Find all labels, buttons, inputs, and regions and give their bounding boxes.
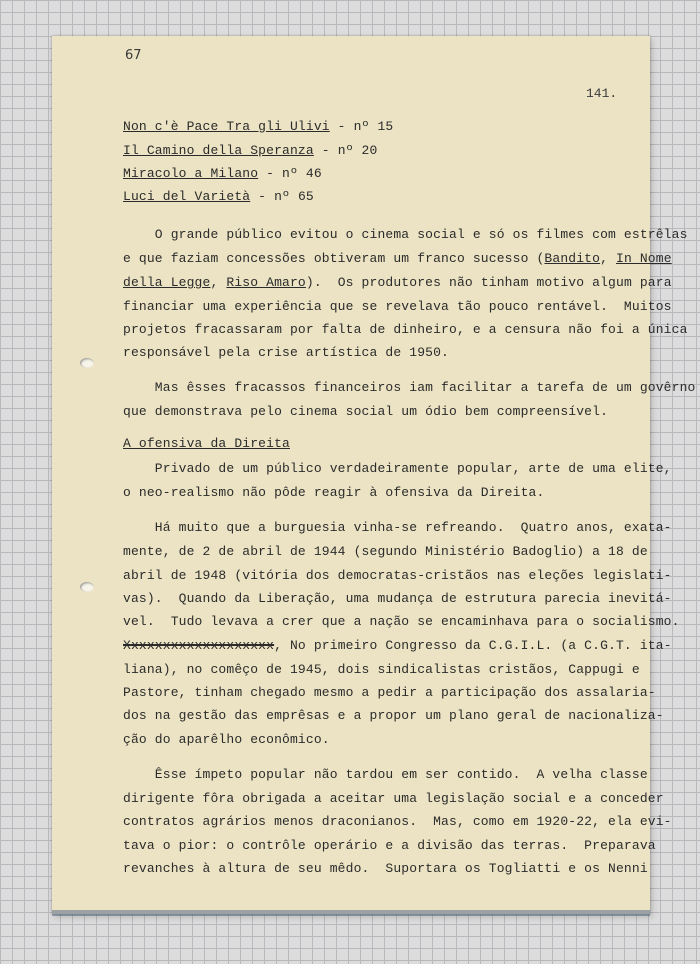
body-line: projetos fracassaram por falta de dinheiro, e a censura não foi a única xyxy=(123,322,688,337)
film-number: - nº 20 xyxy=(313,143,378,158)
body-line: financiar uma experiência que se revelava tão pouco rentável. Muitos xyxy=(123,299,672,314)
struck-out-text: Xxxxxxxxxxxxxxxxxxx xyxy=(123,638,275,653)
film-line xyxy=(123,189,314,205)
punch-hole-bottom xyxy=(80,582,94,592)
body-line xyxy=(123,638,672,654)
film-number: - nº 15 xyxy=(329,119,394,134)
body-line: Há muito que a burguesia vinha-se refreando. Quatro anos, exata- xyxy=(123,520,672,535)
film-title: Il Camino della Speranza xyxy=(123,143,314,158)
body-line: abril de 1948 (vitória dos democratas-cristãos nas eleções legislati- xyxy=(123,568,672,583)
film-line xyxy=(123,119,393,135)
body-line: contratos agrários menos draconianos. Mas, como em 1920-22, ela evi- xyxy=(123,814,672,829)
body-line: tava o pior: o contrôle operário e a divisão das terras. Preparava xyxy=(123,838,656,853)
punch-hole-top xyxy=(80,358,94,368)
body-text: , xyxy=(210,275,227,290)
body-line: Êsse ímpeto popular não tardou em ser contido. A velha classe xyxy=(123,767,648,782)
film-line xyxy=(123,143,377,159)
body-line: Privado de um público verdadeiramente popular, arte de uma elite, xyxy=(123,461,672,476)
film-title: Luci del Varietà xyxy=(123,189,251,204)
film-reference: Riso Amaro xyxy=(226,275,306,290)
body-text: , xyxy=(600,251,616,266)
film-number: - nº 46 xyxy=(258,166,322,181)
film-title: Non c'è Pace Tra gli Ulivi xyxy=(123,119,330,134)
film-line xyxy=(123,166,322,182)
body-line xyxy=(123,275,672,291)
page-bottom-edge xyxy=(52,910,650,916)
body-line: o neo-realismo não pôde reagir à ofensiva da Direita. xyxy=(123,485,545,500)
body-line: ção do aparêlho econômico. xyxy=(123,732,330,747)
body-line: Mas êsses fracassos financeiros iam facilitar a tarefa de um govêrno xyxy=(123,380,696,395)
typed-page-number: 141. xyxy=(586,86,618,101)
body-line: Pastore, tinham chegado mesmo a pedir a participação dos assalaria- xyxy=(123,685,656,700)
body-text: ). Os produtores não tinham motivo algum para xyxy=(305,275,672,290)
body-text: , No primeiro Congresso da C.G.I.L. (a C.G.T. ita- xyxy=(274,638,672,653)
body-line: que demonstrava pelo cinema social um ódio bem compreensível. xyxy=(123,404,609,419)
film-title: Miracolo a Milano xyxy=(123,166,259,181)
body-line xyxy=(123,251,672,267)
body-line: mente, de 2 de abril de 1944 (segundo Ministério Badoglio) a 18 de xyxy=(123,544,648,559)
body-line: liana), no comêço de 1945, dois sindicalistas cristãos, Cappugi e xyxy=(123,662,640,677)
body-line: revanches à altura de seu mêdo. Suportara os Togliatti e os Nenni xyxy=(123,861,648,876)
body-line: vas). Quando da Liberação, uma mudança de estrutura parecia inevitá- xyxy=(123,591,672,606)
film-number: - nº 65 xyxy=(250,189,314,204)
handwritten-page-number: 67 xyxy=(125,48,142,63)
body-line: O grande público evitou o cinema social e só os filmes com estrêlas xyxy=(123,227,688,242)
body-line: responsável pela crise artística de 1950. xyxy=(123,345,450,360)
body-text: e que faziam concessões obtiveram um franco sucesso ( xyxy=(123,251,545,266)
body-line: vel. Tudo levava a crer que a nação se encaminhava para o socialismo. xyxy=(123,614,680,629)
film-reference: Bandito xyxy=(544,251,601,266)
body-line: dos na gestão das emprêsas e a propor um plano geral de nacionaliza- xyxy=(123,708,664,723)
film-reference: In Nome xyxy=(616,251,672,266)
section-heading: A ofensiva da Direita xyxy=(123,436,290,451)
body-line: dirigente fôra obrigada a aceitar uma legislação social e a conceder xyxy=(123,791,664,806)
film-reference: della Legge xyxy=(123,275,211,290)
